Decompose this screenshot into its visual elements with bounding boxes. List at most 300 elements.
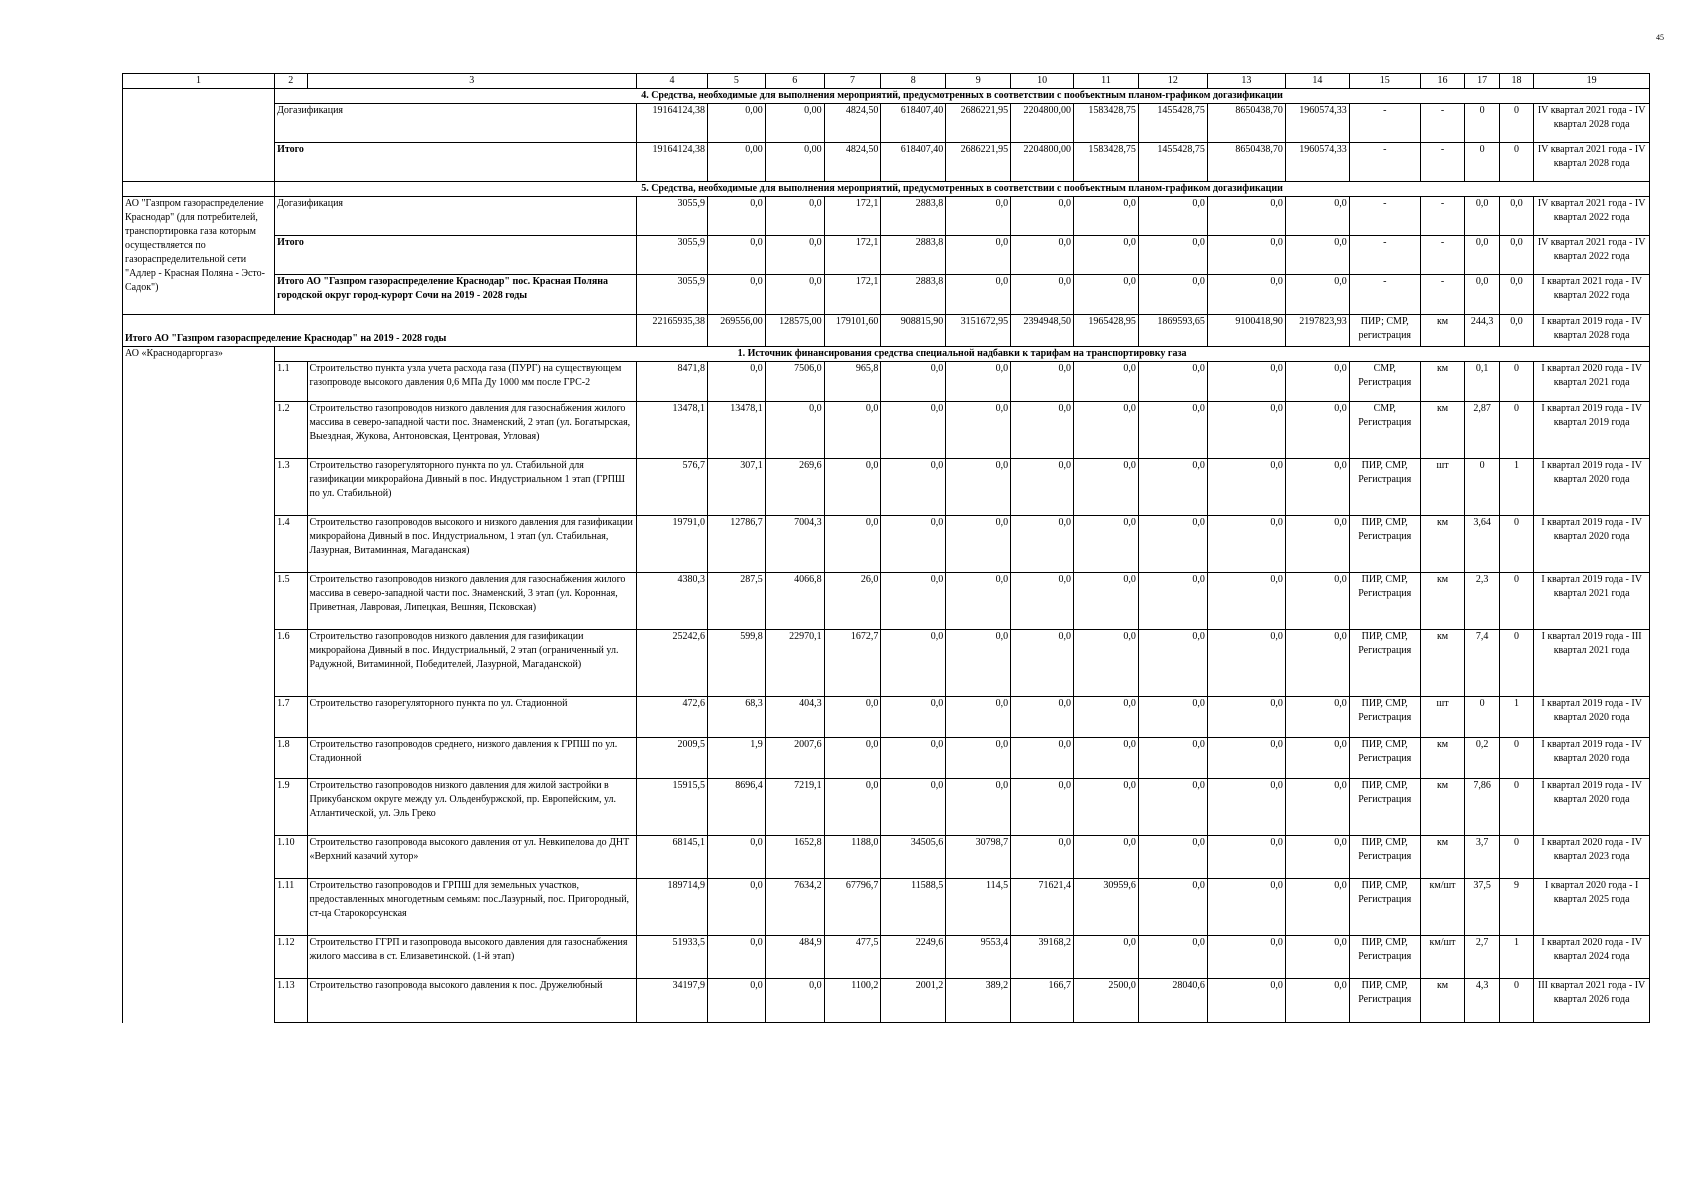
org-cell [123,362,275,402]
value-cell: 19791,0 [637,516,708,573]
column-header: 12 [1138,74,1207,89]
value-cell: 0,0 [881,738,946,779]
value-cell: 1672,7 [824,630,881,697]
value-cell: 0,0 [946,275,1011,315]
value-cell: 0 [1499,362,1533,402]
value-cell: 0,0 [708,979,766,1023]
value-cell: 7004,3 [765,516,824,573]
value-cell: 0,0 [946,459,1011,516]
value-cell: ПИР, СМР, Регистрация [1349,516,1420,573]
value-cell: 13478,1 [708,402,766,459]
value-cell: 34505,6 [881,836,946,879]
value-cell: 19164124,38 [637,143,708,182]
value-cell: 618407,40 [881,143,946,182]
value-cell: 2883,8 [881,236,946,275]
value-cell: 0,0 [1499,315,1533,347]
value-cell: 618407,40 [881,104,946,143]
value-cell: - [1349,275,1420,315]
value-cell: 0 [1499,573,1533,630]
value-cell: 34197,9 [637,979,708,1023]
value-cell: 0,0 [1285,779,1349,836]
value-cell: 3055,9 [637,275,708,315]
value-cell: 30798,7 [946,836,1011,879]
org-cell [123,182,275,197]
row-number: 1.9 [275,779,307,836]
value-cell: 0,0 [1011,197,1074,236]
value-cell: 0,0 [765,979,824,1023]
table-row [123,143,1650,182]
value-cell: 0,0 [708,197,766,236]
value-cell: 0,0 [1138,879,1207,936]
value-cell: 0,1 [1465,362,1499,402]
column-header: 14 [1285,74,1349,89]
value-cell: 0,0 [1138,402,1207,459]
value-cell: 7634,2 [765,879,824,936]
value-cell: IV квартал 2021 года - IV квартал 2028 года [1534,104,1650,143]
value-cell: 0,0 [1207,836,1285,879]
value-cell: 4,3 [1465,979,1499,1023]
org-cell [123,104,275,143]
value-cell: 2883,8 [881,197,946,236]
value-cell: ПИР, СМР, Регистрация [1349,979,1420,1023]
section-title: 1. Источник финансирования средства специальной надбавки к тарифам на транспортировку газа [275,347,1650,362]
value-cell: 2249,6 [881,936,946,979]
value-cell: 0,0 [1207,573,1285,630]
value-cell: 0,0 [1285,459,1349,516]
value-cell: 7506,0 [765,362,824,402]
value-cell: 0,0 [1207,936,1285,979]
table-row [123,836,1650,879]
value-cell: 0,0 [946,738,1011,779]
value-cell: 0,0 [946,516,1011,573]
value-cell: 7219,1 [765,779,824,836]
value-cell: 0,0 [824,516,881,573]
value-cell: 0,0 [946,362,1011,402]
row-number: 1.11 [275,879,307,936]
value-cell: 1652,8 [765,836,824,879]
org-cell [123,836,275,879]
table-row [123,459,1650,516]
value-cell: 0,0 [1074,697,1139,738]
value-cell: ПИР, СМР, Регистрация [1349,697,1420,738]
section-title-row [123,182,1650,197]
value-cell: - [1349,143,1420,182]
row-name: Строительство газопроводов низкого давления для газоснабжения жилого массива в северо-западной части пос. Знаменский, 2 этап (ул. Богатырская, Выездная, Жукова, Антоновская, Центровая, Угловая) [307,402,637,459]
value-cell: 0,0 [881,362,946,402]
value-cell: 0,0 [1011,236,1074,275]
value-cell: 0,0 [1499,197,1533,236]
org-name: АО «Краснодаргоргаз» [123,347,275,362]
value-cell: 3,7 [1465,836,1499,879]
value-cell: 2686221,95 [946,143,1011,182]
value-cell: 9553,4 [946,936,1011,979]
value-cell: 2007,6 [765,738,824,779]
value-cell: 0,0 [708,936,766,979]
row-name: Строительство газопроводов низкого давления для газоснабжения жилого массива в северо-западной части пос. Знаменский, 3 этап (ул. Коронная, Приветная, Лавровая, Липецкая, Вешняя, Псковская) [307,573,637,630]
row-number: 1.7 [275,697,307,738]
value-cell: 0,0 [1074,738,1139,779]
value-cell: 2500,0 [1074,979,1139,1023]
value-cell: 8650438,70 [1207,143,1285,182]
value-cell: 0,0 [1207,236,1285,275]
value-cell: 0,0 [1138,362,1207,402]
value-cell: 0 [1499,738,1533,779]
value-cell: 0,0 [1138,516,1207,573]
value-cell: 0,0 [1074,630,1139,697]
value-cell: 0,0 [1074,362,1139,402]
value-cell: I квартал 2020 года - IV квартал 2021 года [1534,362,1650,402]
value-cell: 0,0 [946,236,1011,275]
value-cell: I квартал 2020 года - IV квартал 2023 года [1534,836,1650,879]
value-cell: 0,0 [946,573,1011,630]
value-cell: 0 [1465,697,1499,738]
row-number: 1.8 [275,738,307,779]
value-cell: 1100,2 [824,979,881,1023]
value-cell: 51933,5 [637,936,708,979]
value-cell: IV квартал 2021 года - IV квартал 2028 года [1534,143,1650,182]
value-cell: км [1420,630,1465,697]
value-cell: 172,1 [824,236,881,275]
value-cell: 0,0 [1285,836,1349,879]
grand-total-row [123,315,1650,347]
value-cell: 0,00 [765,143,824,182]
row-number: 1.10 [275,836,307,879]
row-number: 1.2 [275,402,307,459]
value-cell: - [1420,104,1465,143]
column-header: 17 [1465,74,1499,89]
value-cell: 1583428,75 [1074,143,1139,182]
value-cell: ПИР, СМР, Регистрация [1349,630,1420,697]
value-cell: 0,0 [1285,275,1349,315]
value-cell: 0,0 [1207,275,1285,315]
value-cell: 1 [1499,697,1533,738]
value-cell: 0,0 [1074,402,1139,459]
value-cell: 0,0 [1285,738,1349,779]
value-cell: - [1349,236,1420,275]
value-cell: 9 [1499,879,1533,936]
value-cell: 0,0 [824,779,881,836]
value-cell: км [1420,402,1465,459]
value-cell: 0 [1499,779,1533,836]
org-cell [123,89,275,104]
value-cell: 22970,1 [765,630,824,697]
value-cell: 1869593,65 [1138,315,1207,347]
table-row [123,275,1650,315]
value-cell: 0,0 [765,197,824,236]
value-cell: 22165935,38 [637,315,708,347]
value-cell: 128575,00 [765,315,824,347]
column-header: 6 [765,74,824,89]
value-cell: 2197823,93 [1285,315,1349,347]
value-cell: 0,0 [824,402,881,459]
row-name: Строительство газорегуляторного пункта по ул. Стабильной для газификации микрорайона Дивный в пос. Индустриальном 1 этап (ГРПШ по ул. Стабильной) [307,459,637,516]
value-cell: км [1420,362,1465,402]
value-cell: 30959,6 [1074,879,1139,936]
org-cell [123,697,275,738]
org-cell [123,936,275,979]
value-cell: 114,5 [946,879,1011,936]
row-name: Догазификация [275,104,637,143]
table-row [123,779,1650,836]
page-number: 45 [1656,33,1664,42]
org-cell [123,879,275,936]
value-cell: 0,0 [1207,459,1285,516]
value-cell: 0,0 [1074,459,1139,516]
row-name: Строительство газопроводов низкого давления для газификации микрорайона Дивный в пос. Индустриальный, 2 этап (ограниченный ул. Радужной, Витаминной, Победителей, Лазурной, Магаданской) [307,630,637,697]
table-row [123,402,1650,459]
value-cell: 965,8 [824,362,881,402]
value-cell: 0,0 [765,402,824,459]
value-cell: 26,0 [824,573,881,630]
value-cell: 0,0 [1074,779,1139,836]
value-cell: 11588,5 [881,879,946,936]
value-cell: 0,0 [1074,836,1139,879]
value-cell: 0,0 [881,516,946,573]
value-cell: 0,0 [824,738,881,779]
value-cell: 0,0 [1074,236,1139,275]
value-cell: 0,0 [1465,275,1499,315]
column-header: 7 [824,74,881,89]
value-cell: 71621,4 [1011,879,1074,936]
value-cell: 1455428,75 [1138,143,1207,182]
value-cell: 0,0 [1285,402,1349,459]
value-cell: I квартал 2019 года - IV квартал 2020 года [1534,697,1650,738]
value-cell: 0,0 [708,236,766,275]
value-cell: 2,3 [1465,573,1499,630]
row-name: Строительство газопроводов высокого и низкого давления для газификации микрорайона Дивный в пос. Индустриальном, 1 этап (ул. Стабильная, Лазурная, Витаминная, Магаданская) [307,516,637,573]
value-cell: 0 [1499,630,1533,697]
value-cell: 0,0 [1074,936,1139,979]
value-cell: - [1420,197,1465,236]
value-cell: км/шт [1420,879,1465,936]
value-cell: 0,0 [708,362,766,402]
value-cell: 19164124,38 [637,104,708,143]
value-cell: СМР, Регистрация [1349,402,1420,459]
value-cell: 0,0 [1011,516,1074,573]
value-cell: 0,0 [824,697,881,738]
row-name: Строительство ГГРП и газопровода высокого давления для газоснабжения жилого массива в ст. Елизаветинской. (1-й этап) [307,936,637,979]
value-cell: 0,0 [1138,697,1207,738]
column-header: 4 [637,74,708,89]
value-cell: 2,7 [1465,936,1499,979]
table-row [123,362,1650,402]
row-number: 1.5 [275,573,307,630]
org-cell [123,738,275,779]
value-cell: 0,0 [1011,836,1074,879]
row-name: Итого [275,236,637,275]
value-cell: 0 [1499,402,1533,459]
value-cell: 0,0 [1011,630,1074,697]
value-cell: 0,0 [1207,402,1285,459]
value-cell: 68,3 [708,697,766,738]
value-cell: 0,0 [1138,779,1207,836]
value-cell: 244,3 [1465,315,1499,347]
table-row [123,697,1650,738]
value-cell: 0,0 [1207,697,1285,738]
value-cell: км [1420,738,1465,779]
value-cell: 4066,8 [765,573,824,630]
value-cell: 307,1 [708,459,766,516]
column-header: 16 [1420,74,1465,89]
row-name: Догазификация [275,197,637,236]
value-cell: км/шт [1420,936,1465,979]
value-cell: - [1420,143,1465,182]
value-cell: 2204800,00 [1011,143,1074,182]
row-number: 1.4 [275,516,307,573]
value-cell: 0,0 [1285,630,1349,697]
column-header: 19 [1534,74,1650,89]
value-cell: - [1349,104,1420,143]
row-name: Строительство газопровода высокого давления к пос. Дружелюбный [307,979,637,1023]
value-cell: 0,00 [708,143,766,182]
value-cell: 599,8 [708,630,766,697]
value-cell: III квартал 2021 года - IV квартал 2026 года [1534,979,1650,1023]
value-cell: 0 [1465,104,1499,143]
row-name: Строительство газорегуляторного пункта по ул. Стадионной [307,697,637,738]
value-cell: I квартал 2020 года - I квартал 2025 года [1534,879,1650,936]
value-cell: I квартал 2019 года - IV квартал 2020 года [1534,459,1650,516]
value-cell: I квартал 2019 года - IV квартал 2019 года [1534,402,1650,459]
value-cell: ПИР, СМР, Регистрация [1349,936,1420,979]
value-cell: 0 [1465,143,1499,182]
value-cell: 2204800,00 [1011,104,1074,143]
org-cell [123,143,275,182]
value-cell: I квартал 2021 года - IV квартал 2022 года [1534,275,1650,315]
column-header: 2 [275,74,307,89]
value-cell: 0,0 [765,236,824,275]
org-cell [123,979,275,1023]
value-cell: 28040,6 [1138,979,1207,1023]
value-cell: 179101,60 [824,315,881,347]
value-cell: 0,0 [1011,573,1074,630]
value-cell: 0,0 [1074,275,1139,315]
row-number: 1.1 [275,362,307,402]
value-cell: 189714,9 [637,879,708,936]
value-cell: 8471,8 [637,362,708,402]
value-cell: 0,0 [1285,197,1349,236]
value-cell: 0,0 [1011,402,1074,459]
value-cell: 15915,5 [637,779,708,836]
value-cell: 0,0 [1207,516,1285,573]
value-cell: 39168,2 [1011,936,1074,979]
value-cell: 0,00 [765,104,824,143]
table-row [123,630,1650,697]
value-cell: 389,2 [946,979,1011,1023]
value-cell: 12786,7 [708,516,766,573]
row-name: Итого [275,143,637,182]
value-cell: 0,0 [1465,236,1499,275]
value-cell: 68145,1 [637,836,708,879]
value-cell: 2009,5 [637,738,708,779]
value-cell: 2001,2 [881,979,946,1023]
value-cell: ПИР, СМР, Регистрация [1349,779,1420,836]
value-cell: ПИР, СМР, Регистрация [1349,459,1420,516]
value-cell: 2,87 [1465,402,1499,459]
value-cell: 0,0 [881,779,946,836]
column-header: 8 [881,74,946,89]
row-name: Итого АО "Газпром газораспределение Краснодар" пос. Красная Поляна городской округ город-курорт Сочи на 2019 - 2028 годы [275,275,637,315]
table-row [123,104,1650,143]
value-cell: 172,1 [824,275,881,315]
value-cell: 0,0 [1499,275,1533,315]
value-cell: км [1420,573,1465,630]
value-cell: 269556,00 [708,315,766,347]
value-cell: шт [1420,459,1465,516]
row-number: 1.12 [275,936,307,979]
value-cell: 484,9 [765,936,824,979]
column-header: 11 [1074,74,1139,89]
value-cell: 172,1 [824,197,881,236]
value-cell: 0 [1499,836,1533,879]
value-cell: 0,0 [1207,738,1285,779]
value-cell: 0,0 [1138,936,1207,979]
table-row [123,197,1650,236]
table-row [123,573,1650,630]
value-cell: 9100418,90 [1207,315,1285,347]
value-cell: 0,0 [881,697,946,738]
value-cell: I квартал 2019 года - III квартал 2021 года [1534,630,1650,697]
value-cell: 477,5 [824,936,881,979]
value-cell: ПИР, СМР, Регистрация [1349,573,1420,630]
value-cell: 0,0 [708,275,766,315]
value-cell: 4824,50 [824,143,881,182]
row-number: 1.3 [275,459,307,516]
org-cell [123,573,275,630]
value-cell: 0,0 [1074,197,1139,236]
value-cell: ПИР, СМР, Регистрация [1349,738,1420,779]
value-cell: 0,00 [708,104,766,143]
section-title: 4. Средства, необходимые для выполнения мероприятий, предусмотренных в соответствии с пообъектным планом-графиком догазификации [275,89,1650,104]
row-name: Строительство газопровода высокого давления от ул. Невкипелова до ДНТ «Верхний казачий хутор» [307,836,637,879]
value-cell: 1188,0 [824,836,881,879]
value-cell: 0,0 [1285,979,1349,1023]
value-cell: 0 [1465,459,1499,516]
value-cell: - [1420,236,1465,275]
section-title-row [123,347,1650,362]
value-cell: 0,0 [1138,236,1207,275]
value-cell: 0,0 [881,402,946,459]
value-cell: 0,0 [1074,573,1139,630]
header-row [123,74,1650,89]
value-cell: 0,0 [946,779,1011,836]
value-cell: ПИР; СМР, регистрация [1349,315,1420,347]
value-cell: 1,9 [708,738,766,779]
column-header: 9 [946,74,1011,89]
row-number: 1.13 [275,979,307,1023]
row-name: Строительство газопроводов среднего, низкого давления к ГРПШ по ул. Стадионной [307,738,637,779]
value-cell: 0,0 [1285,516,1349,573]
row-name: Строительство пункта узла учета расхода газа (ПУРГ) на существующем газопроводе высокого давления 0,6 МПа Ду 1000 мм после ГРС-2 [307,362,637,402]
value-cell: 37,5 [1465,879,1499,936]
row-name: Строительство газопроводов и ГРПШ для земельных участков, предоставленных многодетным семьям: пос.Лазурный, пос. Пригородный, ст-ца Старокорсунская [307,879,637,936]
value-cell: 0,0 [1207,197,1285,236]
value-cell: 1960574,33 [1285,104,1349,143]
value-cell: 2686221,95 [946,104,1011,143]
financing-table [122,73,1650,1023]
value-cell: 3,64 [1465,516,1499,573]
value-cell: км [1420,779,1465,836]
org-cell [123,779,275,836]
table-row [123,879,1650,936]
value-cell: 576,7 [637,459,708,516]
value-cell: 0,0 [1011,362,1074,402]
value-cell: 0,0 [1011,275,1074,315]
value-cell: ПИР, СМР, Регистрация [1349,836,1420,879]
value-cell: I квартал 2019 года - IV квартал 2020 года [1534,516,1650,573]
value-cell: км [1420,516,1465,573]
section-title: 5. Средства, необходимые для выполнения мероприятий, предусмотренных в соответствии с пообъектным планом-графиком догазификации [275,182,1650,197]
value-cell: 0,0 [1011,459,1074,516]
